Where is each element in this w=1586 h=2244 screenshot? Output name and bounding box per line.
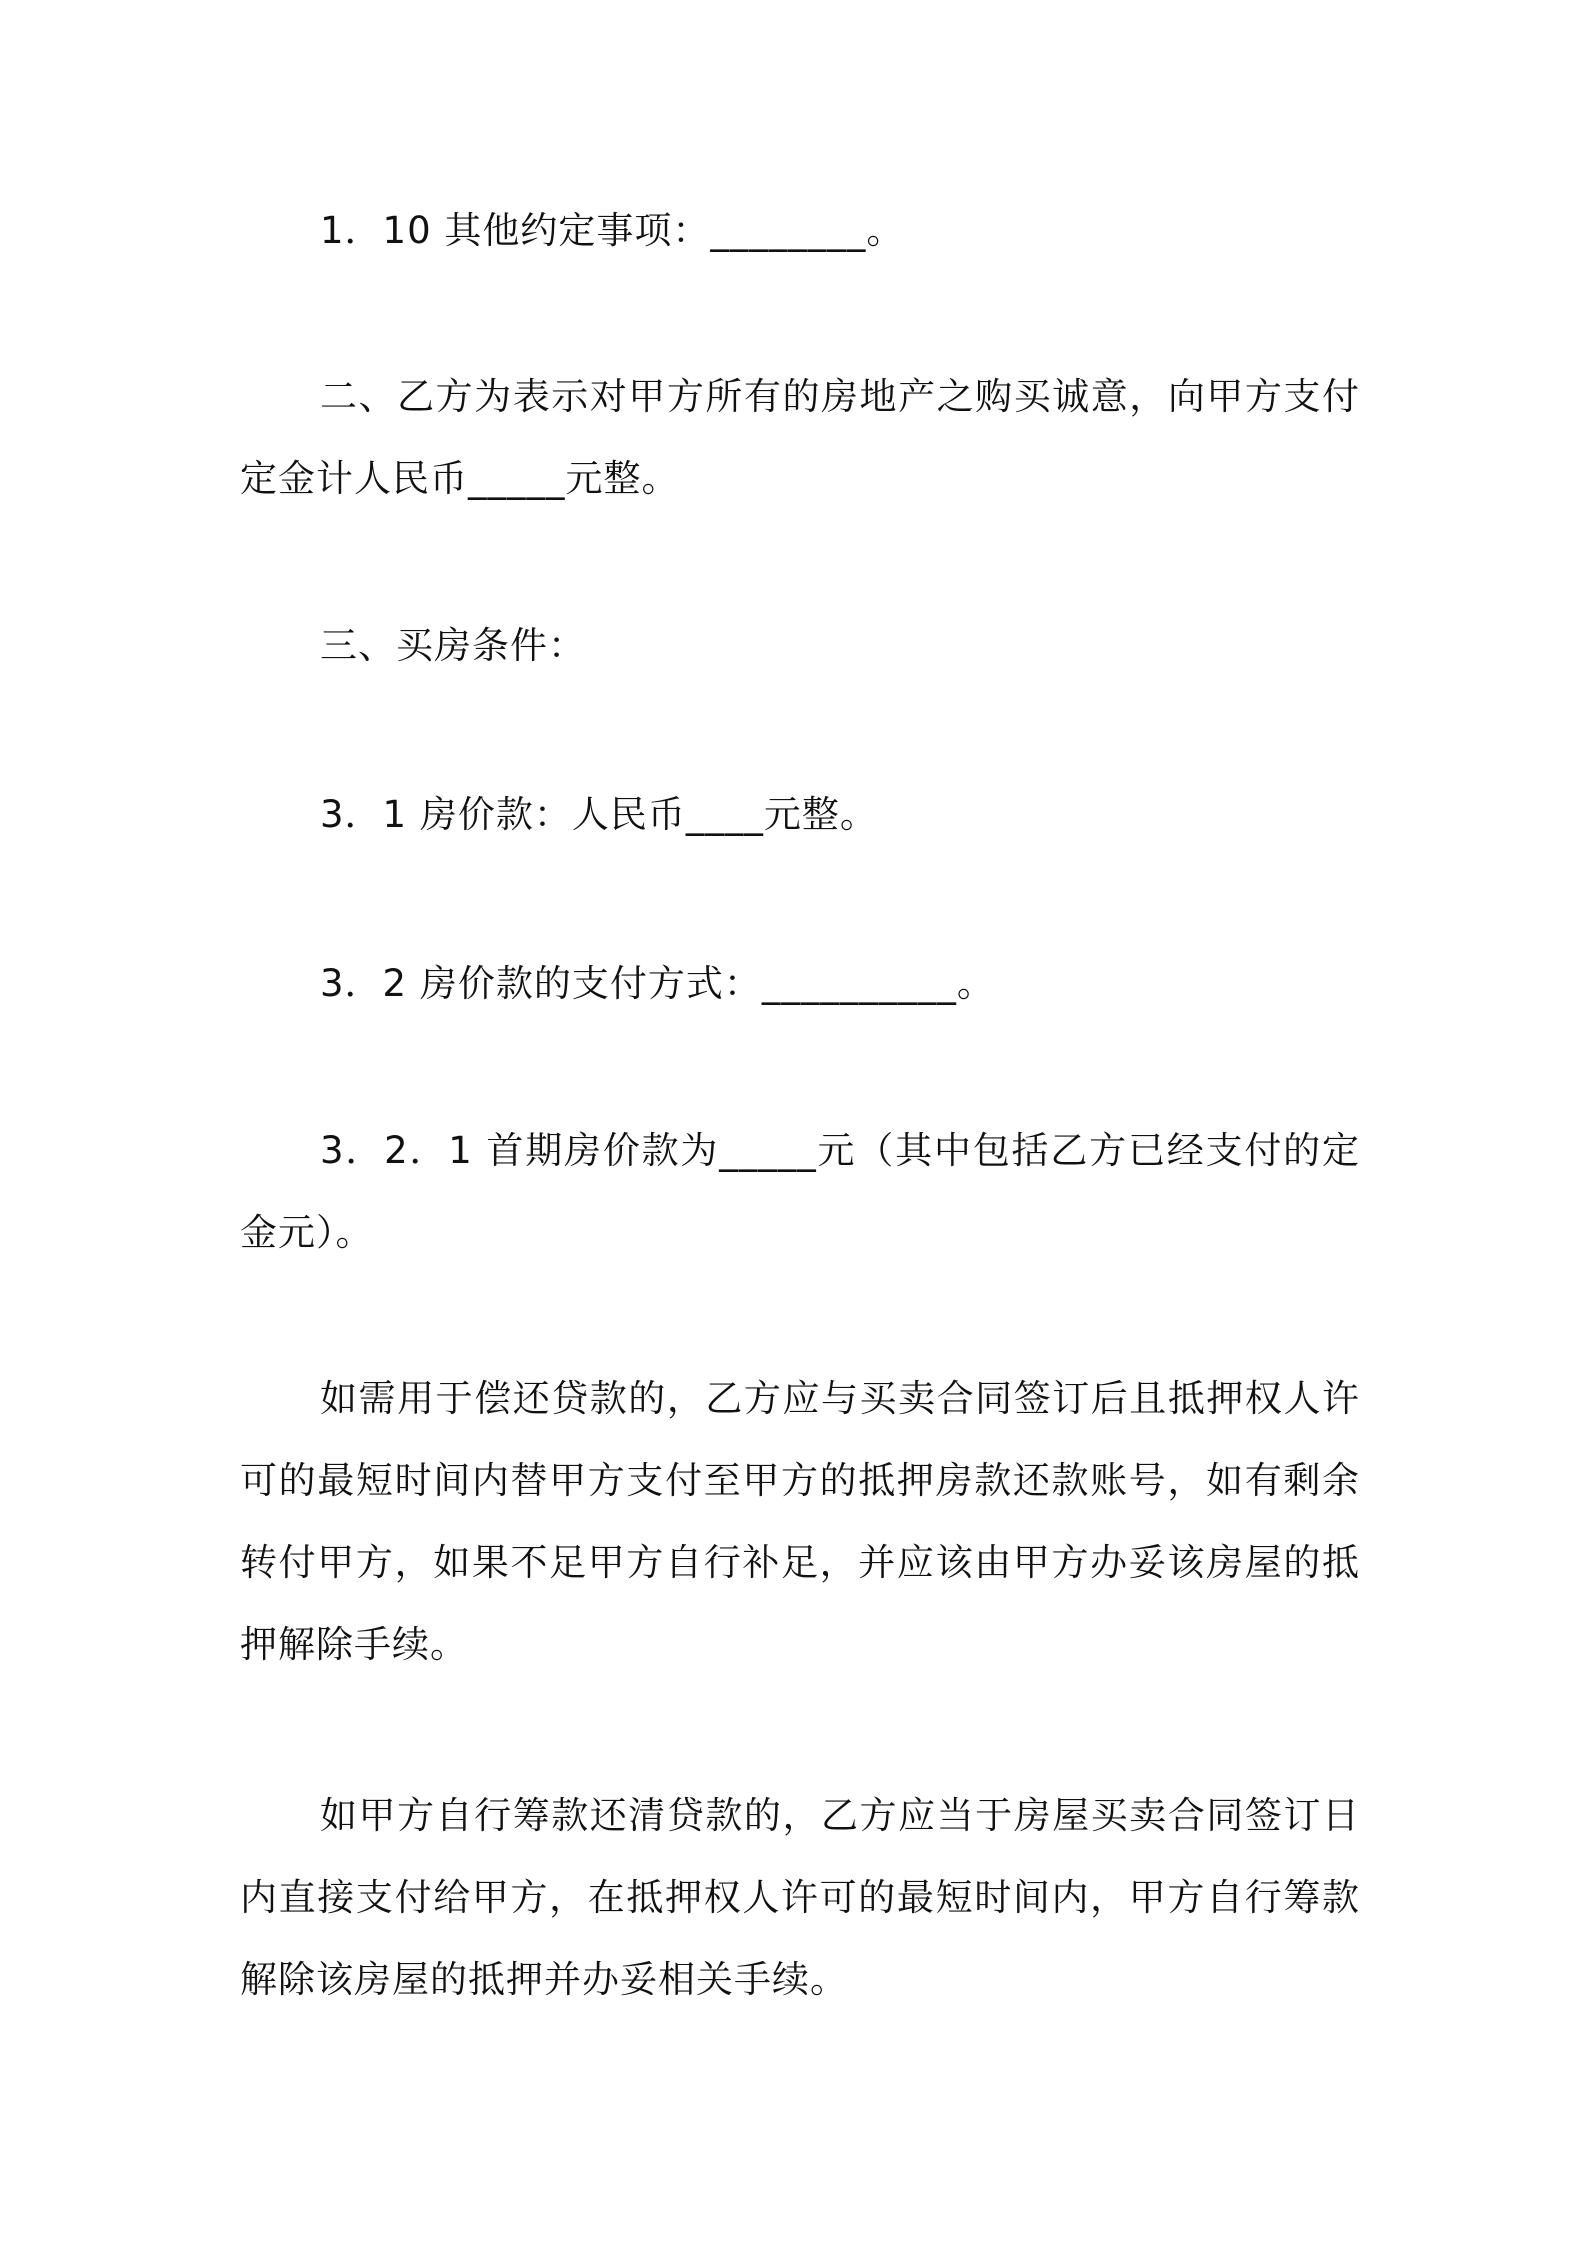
paragraph-self-repayment: 如甲方自行筹款还清贷款的，乙方应当于房屋买卖合同签订日内直接支付给甲方，在抵押权人许可的最短时间内，甲方自行筹款解除该房屋的抵押并办妥相关手续。 — [240, 1794, 1360, 2001]
clause-2-deposit: 二、乙方为表示对甲方所有的房地产之购买诚意，向甲方支付定金计人民币_____元整。 — [240, 375, 1360, 500]
clause-3-1-price: 3．1 房价款：人民币____元整。 — [320, 793, 878, 836]
clause-3-2-payment-method: 3．2 房价款的支付方式：__________。 — [320, 962, 995, 1005]
section-3-heading: 三、买房条件： — [320, 624, 586, 667]
paragraph-loan-repayment: 如需用于偿还贷款的，乙方应与买卖合同签订后且抵押权人许可的最短时间内替甲方支付至甲方的抵押房款还款账号，如有剩余转付甲方，如果不足甲方自行补足，并应该由甲方办妥该房屋的抵押解除手续。 — [240, 1377, 1360, 1666]
clause-3-2-1-down-payment: 3．2．1 首期房价款为_____元（其中包括乙方已经支付的定金元）。 — [240, 1129, 1360, 1254]
clause-1-10-other-terms: 1．10 其他约定事项：________。 — [320, 209, 905, 252]
